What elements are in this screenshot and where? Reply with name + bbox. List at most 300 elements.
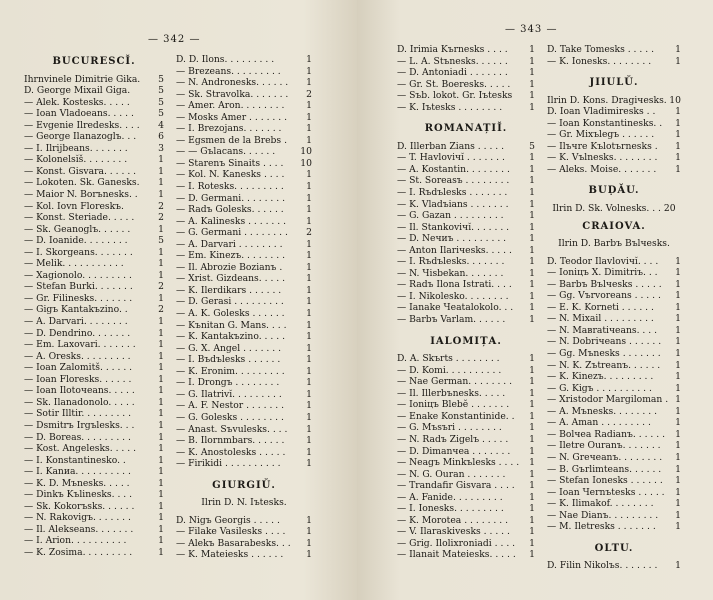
entry-count: 1 (529, 457, 535, 469)
entry-count: 1 (306, 537, 312, 549)
entry-count: 1 (529, 526, 535, 538)
entry-name: — Il. Abrozie Bozianъ . (176, 261, 283, 273)
entry-name: — Sk. Stravolka. . . . . . . (176, 88, 289, 100)
entry-name: — Il. Alekseans. . . . . . . (24, 523, 134, 535)
list-item (176, 412, 312, 424)
list-item (547, 371, 681, 383)
entry-count: 1 (675, 486, 681, 498)
list-item (176, 216, 312, 228)
entry-count: 1 (306, 400, 312, 412)
list-item (176, 343, 312, 355)
list-item (176, 193, 312, 205)
entry-count: 1 (158, 316, 164, 328)
list-item (547, 95, 681, 107)
entry-count: 1 (158, 546, 164, 558)
entry-count: 1 (158, 246, 164, 258)
entry-name: — I. Rъdъlesks. . . . . . . (397, 256, 505, 268)
entry-name: — K. Ilerdikars . . . . . . (176, 284, 282, 296)
entry-name: — Bolчea Radianъ. . . . . . (547, 428, 666, 440)
entry-count: 1 (675, 44, 681, 55)
entry-name: — I. Skorgeans. . . . . . . (24, 246, 133, 258)
entry-name: — I. Arion. . . . . . . . . . (24, 535, 127, 547)
entry-count: 1 (158, 362, 164, 374)
entry-name: — G. Golesks . . . . . . . . (176, 411, 284, 423)
list-item (24, 328, 164, 340)
list-item (176, 54, 312, 66)
entry-count: 1 (306, 365, 312, 377)
entry-count: 1 (529, 503, 535, 515)
entry-count: 1 (306, 319, 312, 331)
entry-count: 1 (158, 327, 164, 339)
section-heading: GIURGIŬ. (212, 479, 276, 491)
entry-count: 1 (306, 273, 312, 285)
list-item (397, 480, 535, 492)
list-item (547, 560, 681, 572)
entry-name: — D. Ioanide. . . . . . . . (24, 235, 128, 247)
list-item (397, 353, 535, 365)
list-item (24, 351, 164, 363)
entry-count: 1 (158, 258, 164, 270)
list-item (24, 212, 164, 224)
list-item (547, 56, 681, 68)
entry-name: — G. Gazan . . . . . . . . . (397, 210, 504, 222)
entry-name: — Radъ Golesks. . . . . . (176, 204, 284, 216)
entry-name: — Gr. Mixъlеgъ . . . . . . (547, 129, 655, 141)
entry-name: — George Ilanazoglъ. . . (24, 131, 137, 143)
entry-count: 1 (675, 451, 681, 463)
entry-name: — I. Konstantinesko. . (24, 454, 126, 466)
list-item (176, 320, 312, 332)
entry-count: 1 (158, 443, 164, 455)
entry-name: — I. Ionesks. . . . . . . . . (397, 503, 504, 515)
entry-name: — Iletre Ouranъ. . . . . . . (547, 440, 661, 452)
entry-count: 1 (529, 468, 535, 480)
entry-count: 1 (306, 261, 312, 273)
entry-name: — Lokoten. Sk. Ganesks. (24, 177, 140, 189)
entry-name: — L. A. Stъnesks. . . . . . (397, 55, 508, 67)
entry-name: — Em. Laxovari. . . . . . . (24, 339, 136, 351)
entry-count: 1 (675, 359, 681, 371)
page-number-right: — 343 — (505, 24, 558, 35)
entry-name: — I. Nikolesko. . . . . . . . (397, 290, 509, 302)
entry-count: 1 (158, 189, 164, 201)
list-item (547, 164, 681, 176)
entry-name: — A. F. Nestor . . . . . . . (176, 400, 285, 412)
list-item (397, 314, 535, 326)
entry-name: D. D. Ilons. . . . . . . . . (176, 54, 275, 65)
entry-count: 1 (529, 78, 535, 90)
list-item (176, 447, 312, 459)
entry-name: — D. Antoniadi . . . . . . . (397, 67, 508, 79)
entry-count: 1 (529, 187, 535, 199)
entry-count: 1 (306, 423, 312, 435)
entry-count: 1 (158, 431, 164, 443)
list-item (547, 118, 681, 130)
entry-count: 1 (306, 388, 312, 400)
entry-name: — Nae Dianъ. . . . . . . . . (547, 509, 659, 521)
entry-name: — I. Rъdъlesks . . . . . . . (397, 187, 508, 199)
entry-name: — Egsmen de la Brebs . (176, 134, 287, 146)
entry-count: 1 (306, 111, 312, 123)
list-item (24, 189, 164, 201)
list-item (24, 97, 164, 109)
entry-count: 5 (158, 96, 164, 108)
entry-count: 1 (306, 377, 312, 389)
list-item (176, 515, 312, 527)
entry-count: 1 (529, 67, 535, 79)
entry-count: 1 (529, 256, 535, 268)
entry-name: — D. Dimanчea . . . . . . . (397, 445, 511, 457)
list-item (547, 521, 681, 533)
entry-count: 3 (158, 142, 164, 154)
list-item (24, 304, 164, 316)
entry-count: 2 (306, 227, 312, 239)
entry-name: — G. Germani . . . . . . . . (176, 227, 288, 239)
entry-name: — N. Maвratiчeans. . . . (547, 324, 658, 336)
list-item (24, 224, 164, 236)
list-item (24, 455, 164, 467)
list-item (176, 377, 312, 389)
entry-name: — Ioan Konstantinesks. . (547, 117, 663, 129)
entry-count: 1 (529, 302, 535, 314)
list-item (176, 158, 312, 170)
list-item (176, 389, 312, 401)
entry-name: — B. Ilornmbars. . . . . . (176, 435, 285, 447)
entry-count: 1 (675, 405, 681, 417)
entry-name: — A. Darvari . . . . . . . . (176, 238, 283, 250)
list-item (397, 210, 535, 222)
list-item (547, 394, 681, 406)
list-item (397, 102, 535, 114)
list-item (397, 302, 535, 314)
entry-count: 1 (675, 106, 681, 118)
list-item (397, 538, 535, 550)
entry-count: 1 (158, 165, 164, 177)
entry-count: 1 (529, 433, 535, 445)
entry-name: — A. Darvari. . . . . . . . (24, 316, 128, 328)
entry-count: 1 (675, 509, 681, 521)
entry-name: — Starenъ Sinaits . . . . (176, 157, 284, 169)
entry-name: — Ioan Чernъtesks . . . . . (547, 486, 665, 498)
entry-count: 1 (675, 348, 681, 360)
list-item (397, 199, 535, 211)
entry-count: 1 (675, 129, 681, 141)
entry-name: D. Nigъ Georgis . . . . . (176, 514, 280, 526)
entry-count: 1 (158, 500, 164, 512)
list-item (24, 120, 164, 132)
list-item (547, 256, 681, 268)
entry-name: — D. Dendrino. . . . . . . (24, 327, 131, 339)
entry-name: — I. Drongъ . . . . . . . . (176, 377, 280, 389)
list-item (547, 406, 681, 418)
entry-count: 1 (306, 77, 312, 89)
entry-name: — Ioan Zalomitš. . . . . . (24, 362, 133, 374)
entry-name: — Radъ Ilona Istrati. . . . (397, 279, 512, 291)
list-item (24, 293, 164, 305)
entry-name: — Konst. Steriade. . . . . (24, 212, 135, 224)
entry-name: — K. Anostolesks . . . . . (176, 446, 286, 458)
entry-name: — Amer. Aron. . . . . . . . (176, 100, 285, 112)
entry-count: 1 (675, 475, 681, 487)
list-item (24, 143, 164, 155)
entry-count: 1 (529, 376, 535, 388)
entry-name: — I. Kanиa. . . . . . . . . . (24, 466, 131, 478)
list-item (176, 100, 312, 112)
entry-name: — Em. Kinezъ. . . . . . . . (176, 250, 286, 262)
entry-name: — Kolonelsĭš. . . . . . . . (24, 154, 128, 166)
entry-name: — Gg. Mъnesks . . . . . . . (547, 348, 661, 360)
entry-count: 10 (669, 94, 681, 106)
entry-count: 1 (529, 210, 535, 222)
list-item (397, 187, 535, 199)
entry-name: — Il. Stankoviчĭ. . . . . . . (397, 221, 510, 233)
list-item (24, 281, 164, 293)
list-item (24, 316, 164, 328)
list-item (176, 262, 312, 274)
list-item (547, 475, 681, 487)
entry-name: D. A. Skъrts . . . . . . . . (397, 353, 500, 365)
list-item (176, 112, 312, 124)
entry-name: — Kol. N. Kanesks . . . . (176, 169, 285, 181)
entry-count: 1 (158, 373, 164, 385)
list-item (176, 204, 312, 216)
entry-name: — Xrist. Gizdeans. . . . . (176, 273, 286, 285)
entry-count: 1 (306, 284, 312, 296)
entry-count: 1 (306, 446, 312, 458)
entry-name: — Ianake Чeatalokolo. . . (397, 302, 514, 314)
list-item (397, 175, 535, 187)
entry-name: — Xristodor Margiloman . (547, 394, 669, 406)
entry-count: 1 (158, 523, 164, 535)
entry-count: 1 (675, 117, 681, 129)
entry-name: Ilrin D. Kons. Dragiчesks. (547, 94, 667, 106)
entry-name: — Gigъ Kantakъzino. . (24, 304, 128, 316)
list-item (397, 376, 535, 388)
entry-name: — Enake Konstantinide. . (397, 410, 515, 422)
list-item (176, 89, 312, 101)
list-item (176, 77, 312, 89)
list-item (176, 526, 312, 538)
entry-name: — St. Soreasъ . . . . . . . . (397, 175, 510, 187)
entry-name: — Xagionolo. . . . . . . . . (24, 269, 132, 281)
list-item (24, 247, 164, 259)
entry-name: — Trandafir Gisvara . . . . (397, 480, 515, 492)
entry-name: D. Filin Nikolъs. . . . . . . (547, 560, 658, 572)
entry-name: — V. Ilaraskivesks . . . . . (397, 526, 510, 538)
entry-count: 1 (306, 169, 312, 181)
list-item (24, 443, 164, 455)
list-item (397, 365, 535, 377)
list-item (24, 478, 164, 490)
entry-count: 5 (158, 73, 164, 85)
list-item (24, 432, 164, 444)
list-item (176, 66, 312, 78)
entry-count: 1 (675, 278, 681, 290)
entry-count: 1 (529, 445, 535, 457)
list-item (547, 452, 681, 464)
section-heading: CRAIOVA. (582, 220, 646, 232)
list-item (24, 385, 164, 397)
entry-count: 1 (675, 417, 681, 429)
entry-name: — B. Gъrlimteans. . . . . . (547, 463, 662, 475)
list-item (547, 429, 681, 441)
section-heading: JIIULŬ. (589, 77, 639, 89)
list-item (24, 270, 164, 282)
section-heading: BUḌĂU. (588, 185, 640, 197)
list-item (397, 141, 535, 153)
entry-count: 1 (529, 314, 535, 326)
entry-name: — I. Brezojans. . . . . . . (176, 123, 282, 135)
entry-count: 1 (158, 454, 164, 466)
list-item (397, 457, 535, 469)
list-item (397, 515, 535, 527)
list-item (547, 290, 681, 302)
entry-name: D. Irimia Kъrnesks . . . . (397, 44, 508, 55)
list-item (397, 222, 535, 234)
entry-count: 2 (158, 304, 164, 316)
entry-name: — Sk. Ilanadonolo. . . . . (24, 396, 135, 408)
list-item (397, 434, 535, 446)
list-item (176, 308, 312, 320)
right-column-2 (547, 44, 681, 572)
entry-name: — M. Iletresks . . . . . . . (547, 521, 656, 533)
entry-name: — Anast. Sъvulesks. . . . (176, 423, 288, 435)
entry-name: — Stefan Burki. . . . . . . (24, 281, 133, 293)
entry-name: — Alek. Kostesks. . . . . (24, 96, 130, 108)
entry-name: — Firikidi . . . . . . . . . . (176, 458, 281, 470)
entry-name: — Sъb. lokot. Gr. Iъtesks (397, 90, 513, 102)
entry-count: 1 (675, 336, 681, 348)
entry-name: — A. Aman . . . . . . . . . (547, 417, 651, 429)
entry-count: 1 (529, 44, 535, 55)
entry-name: — Barbъ Bъlчesks . . . . . (547, 278, 662, 290)
entry-count: 1 (675, 440, 681, 452)
entry-name: — Stefan Ionesks . . . . . . (547, 475, 663, 487)
entry-name: — D. Gerasi . . . . . . . . . (176, 296, 284, 308)
list-item (176, 227, 312, 239)
entry-count: 1 (306, 204, 312, 216)
list-item (24, 408, 164, 420)
entry-name: — Maior N. Borъnesks. . (24, 189, 138, 201)
list-item (24, 177, 164, 189)
entry-count: 1 (529, 491, 535, 503)
entry-count: 1 (529, 163, 535, 175)
entry-name: — G. Ilatrivĭ. . . . . . . . . (176, 388, 282, 400)
entry-name: — K. Mateiesks . . . . . . (176, 549, 284, 561)
list-item (397, 67, 535, 79)
entry-count: 1 (306, 65, 312, 77)
entry-name: — K. Ilimakof. . . . . . . . (547, 498, 654, 510)
list-item (397, 152, 535, 164)
list-item (547, 348, 681, 360)
entry-count: 1 (675, 255, 681, 267)
entry-count: 1 (306, 308, 312, 320)
entry-name: — I. Bъdъlesks . . . . . . (176, 354, 281, 366)
list-item (176, 239, 312, 251)
section-heading: ROMANAȚIĬ. (424, 123, 508, 135)
entry-name: — Dinkъ Kъlinesks. . . . (24, 489, 133, 501)
entry-name: D. George Mixail Giga. (24, 85, 131, 97)
entry-name: — Sotir Illtir. . . . . . . . . (24, 408, 132, 420)
entry-name: — G. Mъsъri . . . . . . . . (397, 422, 502, 434)
entry-count: 1 (306, 54, 312, 65)
entry-name: — I. Ilrijbeans. . . . . . . (24, 142, 128, 154)
list-item (547, 417, 681, 429)
entry-name: — T. Havloviчĭ . . . . . . . (397, 152, 505, 164)
entry-count: 1 (306, 123, 312, 135)
list-item (547, 313, 681, 325)
list-item (176, 135, 312, 147)
entry-name: — Nae German. . . . . . . . (397, 376, 513, 388)
entry-count: 1 (529, 387, 535, 399)
entry-count: 1 (675, 163, 681, 175)
entry-count: 1 (529, 410, 535, 422)
entry-name: Ihrnvinele Dimitrie Gika. (24, 73, 141, 85)
list-item (397, 245, 535, 257)
entry-name: — N. Чisbekan. . . . . . . (397, 267, 504, 279)
entry-count: 1 (306, 435, 312, 447)
entry-count: 1 (675, 267, 681, 279)
list-item (547, 498, 681, 510)
list-item (24, 501, 164, 513)
list-item (176, 549, 312, 561)
list-item (176, 296, 312, 308)
entry-count: 5 (158, 235, 164, 247)
list-item (547, 383, 681, 395)
entry-name: — A. Oresks. . . . . . . . . (24, 350, 131, 362)
list-item (547, 440, 681, 452)
entry-count: 1 (529, 480, 535, 492)
entry-name: — Grig. Ilolixroniadi . . . . (397, 537, 516, 549)
list-item (24, 339, 164, 351)
entry-count: 1 (529, 55, 535, 67)
entry-count: 1 (675, 152, 681, 164)
entry-count: 1 (529, 549, 535, 561)
entry-count: 1 (158, 154, 164, 166)
list-item (397, 399, 535, 411)
list-item (24, 535, 164, 547)
entry-name: — Ioniцъ X. Dimitriъ. . . (547, 267, 658, 279)
entry-count: 1 (529, 152, 535, 164)
entry-count: 1 (158, 466, 164, 478)
entry-count: 1 (675, 428, 681, 440)
entry-count: 1 (675, 463, 681, 475)
entry-count: 1 (306, 331, 312, 343)
entry-count: 2 (158, 281, 164, 293)
list-item (397, 469, 535, 481)
entry-count: 1 (529, 279, 535, 291)
entry-count: 1 (306, 238, 312, 250)
entry-count: 1 (529, 267, 535, 279)
entry-name: — Gg. Vъrvoreans . . . . . (547, 290, 661, 302)
entry-name: — Ioan Ilotoчeans. . . . . (24, 385, 135, 397)
right-column-1 (397, 44, 535, 561)
entry-count: 1 (158, 339, 164, 351)
right-page (357, 0, 713, 600)
entry-count: 1 (675, 55, 681, 67)
list-item (24, 524, 164, 536)
entry-name: — Melik. . . . . . . . . . . (24, 258, 124, 270)
entry-count: 2 (158, 200, 164, 212)
section-subtitle: Ilrin D. Sk. Volnesks. . . 20 (552, 203, 676, 215)
entry-count: 4 (158, 119, 164, 131)
entry-name: — Gr. Filinesks. . . . . . . (24, 292, 133, 304)
entry-name: — K. Vladъians . . . . . . . (397, 198, 509, 210)
list-item (397, 291, 535, 303)
list-item (547, 106, 681, 118)
entry-count: 1 (158, 419, 164, 431)
entry-count: 6 (158, 131, 164, 143)
